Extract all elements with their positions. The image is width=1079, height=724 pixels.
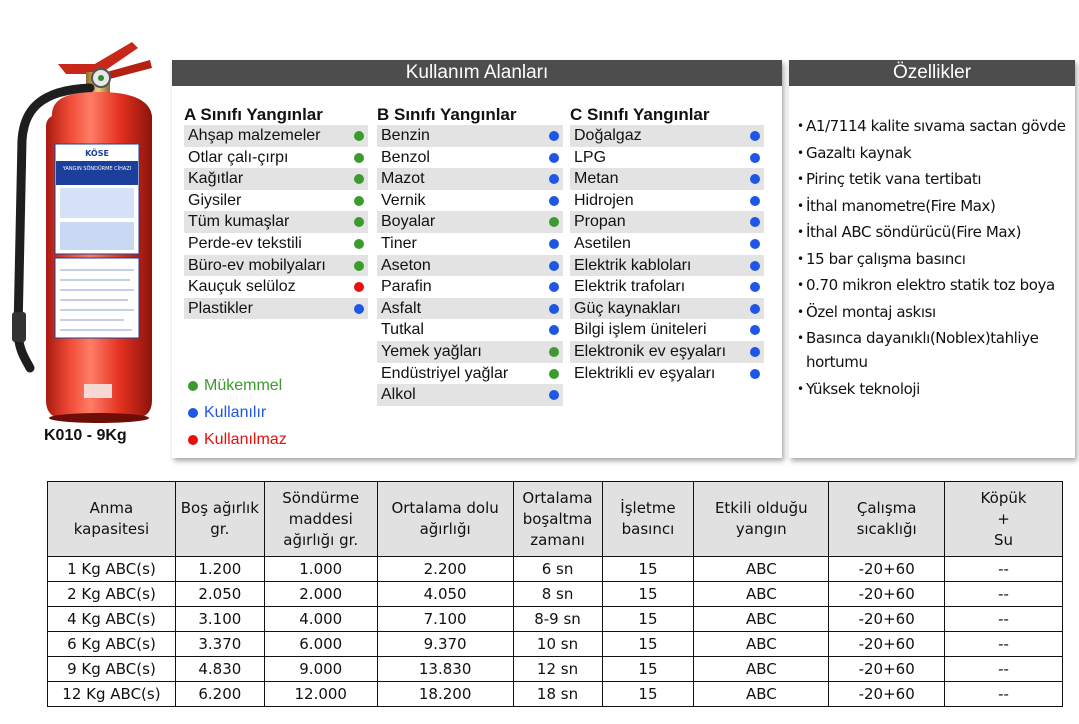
table-cell: 12 sn [513,657,602,682]
list-item [570,190,764,212]
rating-dot-icon [549,282,559,292]
table-header-text: Söndürme maddesi ağırlığı gr. [282,488,360,549]
list-item-label: Metan [574,170,619,188]
table-cell: 4.050 [377,582,513,607]
list-item-label: Benzin [381,127,430,144]
rating-legend [188,372,287,453]
table-cell: 9.000 [264,657,377,682]
list-item-label: Yemek yağları [381,342,482,360]
features-list [797,114,1075,403]
class-b-column [377,104,563,406]
bullet-icon: • [797,119,804,133]
list-item [377,147,563,169]
rating-dot-icon [750,282,760,292]
list-item-label: Boyalar [381,213,436,231]
list-item [570,276,764,298]
rating-dot-icon [549,196,559,206]
table-cell: -- [945,657,1063,682]
list-item-label: Giysiler [188,191,242,209]
table-cell: 6.200 [175,682,264,707]
list-item-label: Perde-ev tekstili [188,234,302,252]
table-cell: -20+60 [829,582,945,607]
list-item-label: Alkol [381,386,416,404]
table-cell: 2 Kg ABC(s) [48,582,176,607]
legend-item-ok [188,399,287,426]
feature-text: 15 bar çalışma basıncı [806,249,966,268]
bullet-icon: • [797,145,804,160]
table-header-row [48,482,1063,557]
rating-dot-icon [750,131,760,141]
table-cell: 15 [602,682,694,707]
table-cell: 4.830 [175,657,264,682]
table-cell: 6.000 [264,632,377,657]
table-row [48,582,1063,607]
feature-text: İthal ABC söndürücü(Fire Max) [806,223,1022,241]
specification-table [47,481,1063,707]
table-cell: 12 Kg ABC(s) [48,682,176,707]
list-item-label: Tutkal [381,321,424,339]
table-cell: -20+60 [829,657,945,682]
feature-text: Pirinç tetik vana tertibatı [806,170,982,188]
table-cell: 15 [602,607,694,632]
list-item-label: Elektrik kabloları [574,256,692,274]
rating-dot-icon [549,325,559,335]
table-header-cell [175,482,264,557]
list-item-label: Güç kaynakları [574,299,681,317]
class-a-list [184,125,368,319]
list-item-label: Bilgi işlem üniteleri [574,321,707,339]
class-a-title: A Sınıfı Yangınlar [184,105,323,124]
table-cell: 3.100 [175,607,264,632]
table-cell: 15 [602,557,694,582]
table-cell: ABC [694,632,829,657]
bullet-icon: • [797,278,804,292]
list-item [377,298,563,320]
feature-text: A1/7114 kalite sıvama sactan gövde [806,117,1066,135]
feature-item [797,114,1075,138]
list-item [377,233,563,255]
bullet-icon: • [797,225,804,239]
class-a-column [184,104,368,319]
table-cell: -20+60 [829,632,945,657]
list-item [377,276,563,298]
legend-dot-icon [188,381,198,391]
legend-item-bad [188,426,287,453]
table-cell: ABC [694,582,829,607]
list-item-label: Doğalgaz [574,127,642,144]
table-header-cell [945,482,1063,557]
list-item-label: Elektrik trafoları [574,278,686,296]
list-item [570,168,764,190]
list-item-label: Hidrojen [574,191,634,209]
feature-item [797,300,1075,324]
features-panel [789,60,1075,458]
list-item [377,168,563,190]
table-cell: 9.370 [377,632,513,657]
list-item [377,211,563,233]
table-cell: ABC [694,607,829,632]
list-item [570,255,764,277]
table-cell: 7.100 [377,607,513,632]
table-header-cell [513,482,602,557]
table-cell: 2.200 [377,557,513,582]
table-cell: 1.000 [264,557,377,582]
table-cell: ABC [694,657,829,682]
table-cell: 1.200 [175,557,264,582]
feature-text: İthal manometre(Fire Max) [806,196,996,215]
feature-item [797,167,1075,191]
table-cell: -20+60 [829,682,945,707]
feature-text: Yüksek teknoloji [806,379,920,398]
list-item [184,125,368,147]
table-cell: 3.370 [175,632,264,657]
list-item [184,211,368,233]
table-header-text: Çalışma sıcaklığı [856,499,917,538]
list-item-label: Ahşap malzemeler [188,127,321,144]
list-item [184,147,368,169]
table-header-text: Boş ağırlık gr. [180,499,259,538]
table-cell: 9 Kg ABC(s) [48,657,176,682]
list-item-label: Endüstriyel yağlar [381,364,509,382]
table-cell: 6 Kg ABC(s) [48,632,176,657]
list-item-label: Elektronik ev eşyaları [574,342,727,360]
table-header-cell [602,482,694,557]
legend-label: Mükemmel [204,376,283,394]
features-header: Özellikler [789,60,1075,86]
fire-extinguisher-image [0,30,172,425]
table-header-text: Etkili olduğu yangın [714,499,808,538]
feature-item [797,220,1075,244]
bullet-icon: • [797,172,804,186]
rating-dot-icon [549,131,559,141]
table-cell: 10 sn [513,632,602,657]
list-item [184,276,368,298]
table-cell: 2.000 [264,582,377,607]
list-item-label: Plastikler [188,299,253,317]
rating-dot-icon [354,239,364,249]
class-c-column [570,104,764,384]
rating-dot-icon [750,153,760,163]
table-header-text: Köpük + Su [980,488,1027,549]
feature-item [797,247,1075,271]
table-body [48,557,1063,707]
rating-dot-icon [750,304,760,314]
rating-dot-icon [549,217,559,227]
table-cell: ABC [694,682,829,707]
feature-text: 0.70 mikron elektro statik toz boya [806,276,1055,294]
rating-dot-icon [750,325,760,335]
rating-dot-icon [750,196,760,206]
bullet-icon: • [797,331,804,345]
rating-dot-icon [549,174,559,184]
rating-dot-icon [354,174,364,184]
rating-dot-icon [549,261,559,271]
list-item [184,190,368,212]
table-cell: -- [945,607,1063,632]
feature-item [797,273,1075,297]
rating-dot-icon [549,153,559,163]
list-item [570,341,764,363]
table-row [48,607,1063,632]
table-cell: 15 [602,632,694,657]
usage-areas-panel [172,60,782,458]
table-header-cell [377,482,513,557]
bullet-icon: • [797,251,804,266]
rating-dot-icon [549,347,559,357]
table-cell: 4 Kg ABC(s) [48,607,176,632]
table-cell: -- [945,582,1063,607]
list-item-label: Parafin [381,278,432,296]
table-header-cell [694,482,829,557]
list-item [570,233,764,255]
list-item [570,363,764,385]
legend-label: Kullanılmaz [204,430,287,448]
list-item [377,255,563,277]
list-item [184,168,368,190]
table-row [48,632,1063,657]
list-item-label: Propan [574,213,626,231]
table-cell: -20+60 [829,557,945,582]
list-item-label: Vernik [381,191,426,209]
legend-dot-icon [188,435,198,445]
table-header-text: Anma kapasitesi [73,499,150,538]
table-cell: 18.200 [377,682,513,707]
feature-item [797,141,1075,165]
feature-item [797,194,1075,218]
rating-dot-icon [750,261,760,271]
rating-dot-icon [354,131,364,141]
list-item [570,125,764,147]
rating-dot-icon [354,261,364,271]
bullet-icon: • [797,381,804,396]
list-item-label: Büro-ev mobilyaları [188,256,326,274]
table-cell: 2.050 [175,582,264,607]
list-item-label: Otlar çalı-çırpı [188,148,289,166]
class-c-title: C Sınıfı Yangınlar [570,105,710,124]
rating-dot-icon [354,282,364,292]
legend-dot-icon [188,408,198,418]
list-item-label: Benzol [381,148,430,166]
table-cell: -- [945,632,1063,657]
list-item [184,233,368,255]
list-item [184,255,368,277]
table-row [48,557,1063,582]
rating-dot-icon [354,217,364,227]
list-item [377,384,563,406]
list-item [377,319,563,341]
rating-dot-icon [750,174,760,184]
class-b-title: B Sınıfı Yangınlar [377,105,517,124]
usage-areas-header: Kullanım Alanları [172,60,782,86]
table-cell: 4.000 [264,607,377,632]
rating-dot-icon [549,369,559,379]
feature-text: Basınca dayanıklı(Noblex)tahliye hortumu [806,329,1039,371]
feature-text: Gazaltı kaynak [806,143,912,162]
table-cell: -20+60 [829,607,945,632]
list-item [377,125,563,147]
table-header-cell [264,482,377,557]
rating-dot-icon [750,217,760,227]
table-cell: 8 sn [513,582,602,607]
list-item-label: Mazot [381,170,425,188]
table-cell: 6 sn [513,557,602,582]
list-item-label: LPG [574,148,607,166]
feature-item [797,326,1075,374]
rating-dot-icon [750,369,760,379]
table-cell: 18 sn [513,682,602,707]
table-row [48,682,1063,707]
rating-dot-icon [750,347,760,357]
table-cell: 8-9 sn [513,607,602,632]
legend-item-good [188,372,287,399]
label-title: YANGIN SÖNDÜRME CİHAZI [62,166,132,172]
product-code: K010 - 9Kg [44,427,127,444]
table-cell: 13.830 [377,657,513,682]
list-item [570,211,764,233]
rating-dot-icon [354,196,364,206]
feature-item [797,377,1075,401]
table-row [48,657,1063,682]
list-item [377,341,563,363]
list-item-label: Elektrikli ev eşyaları [574,364,716,382]
label-brand: KÖSE [85,149,109,158]
list-item-label: Aseton [381,256,431,274]
list-item [377,190,563,212]
legend-label: Kullanılır [204,403,267,421]
table-header-text: Ortalama boşaltma zamanı [522,488,593,549]
list-item-label: Tüm kumaşlar [188,213,290,231]
rating-dot-icon [549,239,559,249]
list-item [184,298,368,320]
list-item-label: Tiner [381,234,417,252]
bullet-icon: • [797,198,804,213]
table-header-text: Ortalama dolu ağırlığı [391,499,499,538]
list-item-label: Asetilen [574,234,631,252]
class-b-list [377,125,563,406]
rating-dot-icon [354,153,364,163]
table-cell: -- [945,557,1063,582]
rating-dot-icon [750,239,760,249]
class-c-list [570,125,764,384]
feature-text: Özel montaj askısı [806,302,936,321]
list-item [570,147,764,169]
fire-extinguisher-icon [0,30,172,425]
list-item-label: Asfalt [381,299,422,317]
table-cell: 1 Kg ABC(s) [48,557,176,582]
table-header-cell [829,482,945,557]
table-cell: -- [945,682,1063,707]
table-cell: 15 [602,582,694,607]
bullet-icon: • [797,304,804,319]
list-item-label: Kağıtlar [188,170,244,188]
rating-dot-icon [549,304,559,314]
table-header-cell [48,482,176,557]
table-header-text: İşletme basıncı [620,499,676,538]
list-item [570,319,764,341]
list-item [570,298,764,320]
rating-dot-icon [549,390,559,400]
table-cell: 12.000 [264,682,377,707]
rating-dot-icon [354,304,364,314]
list-item-label: Kauçuk selüloz [188,278,296,296]
table-cell: ABC [694,557,829,582]
table-cell: 15 [602,657,694,682]
list-item [377,363,563,385]
